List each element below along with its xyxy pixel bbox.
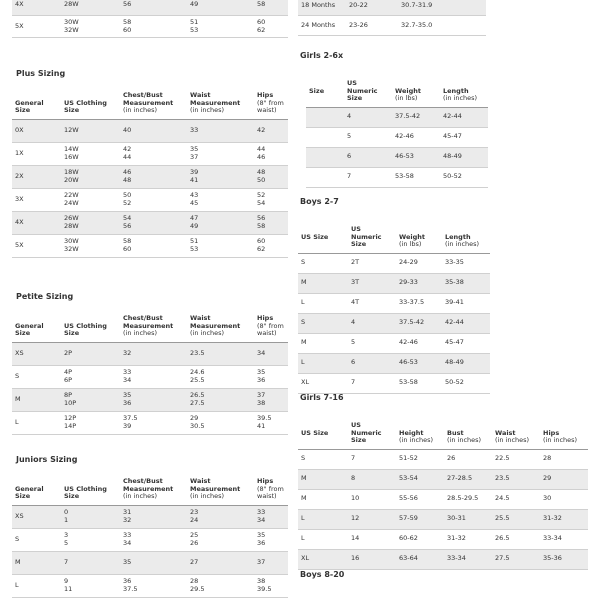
cell-us: 2P xyxy=(61,342,120,365)
cell-waist: 28 29.5 xyxy=(187,574,254,597)
table-row xyxy=(12,388,288,411)
table-row xyxy=(12,234,288,257)
table-header-row xyxy=(306,78,488,107)
col-weight: Weight (in lbs) xyxy=(392,78,440,107)
girls-2-6x-title: Girls 2-6x xyxy=(300,51,344,60)
cell-us: 4P 6P xyxy=(61,365,120,388)
cell-num: 6 xyxy=(348,353,396,373)
cell-waist: 35 37 xyxy=(187,142,254,165)
petite-sizing-title: Petite Sizing xyxy=(16,292,74,301)
cell-chest: 58 60 xyxy=(120,234,187,257)
cell-length: 45-47 xyxy=(440,127,488,147)
cell-size: S xyxy=(298,449,348,469)
col-weight: Weight (in lbs) xyxy=(396,224,442,253)
col-chest: Chest/Bust Measurement (in inches) xyxy=(120,90,187,119)
table-row xyxy=(298,489,588,509)
cell-length: 42-44 xyxy=(440,107,488,127)
cell-num: 4 xyxy=(344,107,392,127)
cell-height: 60-62 xyxy=(396,529,444,549)
cell-hips: 48 50 xyxy=(254,165,288,188)
cell-height: 57-59 xyxy=(396,509,444,529)
cell-hips: 30 xyxy=(540,489,588,509)
cell-size: 3X xyxy=(12,188,61,211)
cell-bust: 31-32 xyxy=(444,529,492,549)
juniors-sizing-table xyxy=(12,476,288,598)
cell-hips: 58 xyxy=(254,0,288,16)
cell-c: 30.7-31.9 xyxy=(398,0,486,16)
cell-hips: 37 38 xyxy=(254,388,288,411)
col-us-size: US Size xyxy=(298,224,348,253)
cell-height: 51-52 xyxy=(396,449,444,469)
cell-hips: 60 62 xyxy=(254,234,288,257)
cell-us: 12W xyxy=(61,119,120,142)
cell-chest: 37.5 39 xyxy=(120,411,187,434)
petite-sizing-table xyxy=(12,313,288,435)
table-row xyxy=(12,551,288,574)
cell-hips: 42 xyxy=(254,119,288,142)
cell-size: L xyxy=(12,574,61,597)
cell-waist: 24.5 xyxy=(492,489,540,509)
cell-hips: 35 36 xyxy=(254,528,288,551)
cell-size xyxy=(306,107,344,127)
cell-num: 4 xyxy=(348,313,396,333)
cell-size: XL xyxy=(298,549,348,569)
plus-sizing-title: Plus Sizing xyxy=(16,69,66,78)
table-row xyxy=(298,253,490,273)
col-general-size: General Size xyxy=(12,476,61,505)
table-row xyxy=(12,119,288,142)
table-row xyxy=(12,342,288,365)
girls-7-16-title: Girls 7-16 xyxy=(300,393,344,402)
cell-size: XS xyxy=(12,342,61,365)
cell-size: M xyxy=(12,551,61,574)
cell-height: 53-54 xyxy=(396,469,444,489)
col-size: Size xyxy=(306,78,344,107)
cell-waist: 23.5 xyxy=(187,342,254,365)
cell-a: 24 Months xyxy=(298,16,346,36)
cell-hips: 33 34 xyxy=(254,505,288,528)
cell-size: M xyxy=(298,489,348,509)
cell-c: 32.7-35.0 xyxy=(398,16,486,36)
cell-num: 16 xyxy=(348,549,396,569)
col-height: Height (in inches) xyxy=(396,420,444,449)
cell-chest: 35 36 xyxy=(120,388,187,411)
col-us-numeric: US Numeric Size xyxy=(344,78,392,107)
cell-chest: 46 48 xyxy=(120,165,187,188)
cell-waist: 27.5 xyxy=(492,549,540,569)
cell-hips: 39.5 41 xyxy=(254,411,288,434)
cell-size xyxy=(306,147,344,167)
cell-size: 0X xyxy=(12,119,61,142)
left-top-partial-table xyxy=(12,0,288,38)
cell-size: 5X xyxy=(12,16,61,38)
col-length: Length (in inches) xyxy=(440,78,488,107)
cell-num: 14 xyxy=(348,529,396,549)
table-row xyxy=(306,107,488,127)
cell-b: 20-22 xyxy=(346,0,398,16)
cell-size: L xyxy=(298,293,348,313)
cell-size: S xyxy=(12,365,61,388)
cell-us: 18W 20W xyxy=(61,165,120,188)
cell-hips: 37 xyxy=(254,551,288,574)
table-row xyxy=(298,549,588,569)
cell-size: 4X xyxy=(12,0,61,16)
cell-chest: 54 56 xyxy=(120,211,187,234)
cell-waist: 27 xyxy=(187,551,254,574)
table-header-row xyxy=(12,476,288,505)
col-us-size: US Clothing Size xyxy=(61,90,120,119)
cell-size xyxy=(306,167,344,187)
cell-size: L xyxy=(12,411,61,434)
table-row xyxy=(298,449,588,469)
col-us-size: US Size xyxy=(298,420,348,449)
cell-hips: 33-34 xyxy=(540,529,588,549)
cell-chest: 35 xyxy=(120,551,187,574)
cell-us: 9 11 xyxy=(61,574,120,597)
cell-us: 3 5 xyxy=(61,528,120,551)
cell-us: 22W 24W xyxy=(61,188,120,211)
cell-waist: 51 53 xyxy=(187,234,254,257)
cell-waist: 47 49 xyxy=(187,211,254,234)
table-row xyxy=(12,505,288,528)
col-hips: Hips (in inches) xyxy=(540,420,588,449)
table-row xyxy=(298,353,490,373)
table-header-row xyxy=(12,313,288,342)
cell-size xyxy=(306,127,344,147)
col-waist: Waist (in inches) xyxy=(492,420,540,449)
col-us-numeric: US Numeric Size xyxy=(348,224,396,253)
cell-weight: 29-33 xyxy=(396,273,442,293)
boys-8-20-title: Boys 8-20 xyxy=(300,570,345,579)
cell-weight: 37.5-42 xyxy=(396,313,442,333)
cell-waist: 25 26 xyxy=(187,528,254,551)
cell-chest: 33 34 xyxy=(120,528,187,551)
table-row xyxy=(298,16,486,36)
table-row xyxy=(12,16,288,38)
cell-bust: 26 xyxy=(444,449,492,469)
cell-chest: 40 xyxy=(120,119,187,142)
cell-chest: 31 32 xyxy=(120,505,187,528)
col-us-numeric: US Numeric Size xyxy=(348,420,396,449)
cell-num: 10 xyxy=(348,489,396,509)
col-general-size: General Size xyxy=(12,313,61,342)
col-hips: Hips (8" from waist) xyxy=(254,90,288,119)
cell-chest: 50 52 xyxy=(120,188,187,211)
cell-hips: 34 xyxy=(254,342,288,365)
table-row xyxy=(298,509,588,529)
col-waist: Waist Measurement (in inches) xyxy=(187,90,254,119)
cell-num: 5 xyxy=(348,333,396,353)
table-row xyxy=(12,365,288,388)
cell-us: 30W 32W xyxy=(61,234,120,257)
col-hips: Hips (8" from waist) xyxy=(254,476,288,505)
cell-hips: 56 58 xyxy=(254,211,288,234)
table-row xyxy=(12,411,288,434)
table-row xyxy=(298,273,490,293)
cell-num: 6 xyxy=(344,147,392,167)
cell-us: 28W xyxy=(61,0,120,16)
cell-size: L xyxy=(298,529,348,549)
table-row xyxy=(12,211,288,234)
table-row xyxy=(298,313,490,333)
cell-weight: 42-46 xyxy=(392,127,440,147)
cell-length: 48-49 xyxy=(442,353,490,373)
table-row xyxy=(12,165,288,188)
cell-hips: 35 36 xyxy=(254,365,288,388)
cell-weight: 37.5-42 xyxy=(392,107,440,127)
cell-size: S xyxy=(298,313,348,333)
girls-2-6x-table xyxy=(306,78,488,188)
juniors-sizing-title: Juniors Sizing xyxy=(16,455,78,464)
cell-num: 3T xyxy=(348,273,396,293)
cell-chest: 42 44 xyxy=(120,142,187,165)
cell-size: XL xyxy=(298,373,348,393)
cell-height: 55-56 xyxy=(396,489,444,509)
cell-chest: 32 xyxy=(120,342,187,365)
cell-waist: 33 xyxy=(187,119,254,142)
cell-weight: 46-53 xyxy=(396,353,442,373)
col-waist: Waist Measurement (in inches) xyxy=(187,313,254,342)
table-row xyxy=(306,147,488,167)
cell-size: M xyxy=(298,273,348,293)
cell-length: 33-35 xyxy=(442,253,490,273)
cell-bust: 28.5-29.5 xyxy=(444,489,492,509)
cell-us: 8P 10P xyxy=(61,388,120,411)
table-row xyxy=(306,127,488,147)
cell-length: 42-44 xyxy=(442,313,490,333)
cell-b: 23-26 xyxy=(346,16,398,36)
cell-num: 7 xyxy=(348,449,396,469)
cell-weight: 33-37.5 xyxy=(396,293,442,313)
cell-size: L xyxy=(298,353,348,373)
cell-us: 14W 16W xyxy=(61,142,120,165)
girls-7-16-table xyxy=(298,420,588,570)
col-chest: Chest/Bust Measurement (in inches) xyxy=(120,476,187,505)
cell-num: 4T xyxy=(348,293,396,313)
cell-hips: 60 62 xyxy=(254,16,288,38)
cell-size: M xyxy=(298,333,348,353)
table-row xyxy=(12,188,288,211)
col-bust: Bust (in inches) xyxy=(444,420,492,449)
cell-waist: 29 30.5 xyxy=(187,411,254,434)
cell-size: S xyxy=(298,253,348,273)
cell-length: 39-41 xyxy=(442,293,490,313)
plus-sizing-table xyxy=(12,90,288,258)
cell-waist: 24.6 25.5 xyxy=(187,365,254,388)
cell-waist: 49 xyxy=(187,0,254,16)
col-us-size: US Clothing Size xyxy=(61,476,120,505)
cell-weight: 46-53 xyxy=(392,147,440,167)
cell-weight: 42-46 xyxy=(396,333,442,353)
cell-size: XS xyxy=(12,505,61,528)
cell-num: 7 xyxy=(348,373,396,393)
cell-length: 50-52 xyxy=(440,167,488,187)
table-row xyxy=(306,167,488,187)
cell-size: M xyxy=(12,388,61,411)
cell-waist: 26.5 27.5 xyxy=(187,388,254,411)
cell-us: 7 xyxy=(61,551,120,574)
boys-2-7-title: Boys 2-7 xyxy=(300,197,339,206)
cell-waist: 39 41 xyxy=(187,165,254,188)
table-row xyxy=(298,373,490,393)
cell-a: 18 Months xyxy=(298,0,346,16)
table-row xyxy=(12,528,288,551)
col-general-size: General Size xyxy=(12,90,61,119)
cell-us: 0 1 xyxy=(61,505,120,528)
cell-hips: 52 54 xyxy=(254,188,288,211)
col-hips: Hips (8" from waist) xyxy=(254,313,288,342)
table-header-row xyxy=(12,90,288,119)
cell-weight: 53-58 xyxy=(392,167,440,187)
cell-us: 26W 28W xyxy=(61,211,120,234)
cell-bust: 27-28.5 xyxy=(444,469,492,489)
cell-waist: 51 53 xyxy=(187,16,254,38)
table-row xyxy=(298,529,588,549)
cell-hips: 38 39.5 xyxy=(254,574,288,597)
cell-bust: 33-34 xyxy=(444,549,492,569)
table-row xyxy=(298,293,490,313)
cell-height: 63-64 xyxy=(396,549,444,569)
cell-hips: 29 xyxy=(540,469,588,489)
cell-waist: 25.5 xyxy=(492,509,540,529)
col-us-size: US Clothing Size xyxy=(61,313,120,342)
cell-chest: 33 34 xyxy=(120,365,187,388)
col-waist: Waist Measurement (in inches) xyxy=(187,476,254,505)
cell-length: 48-49 xyxy=(440,147,488,167)
cell-weight: 24-29 xyxy=(396,253,442,273)
cell-length: 35-38 xyxy=(442,273,490,293)
cell-chest: 56 xyxy=(120,0,187,16)
cell-hips: 31-32 xyxy=(540,509,588,529)
cell-chest: 58 60 xyxy=(120,16,187,38)
boys-2-7-table xyxy=(298,224,490,394)
table-row xyxy=(298,469,588,489)
cell-size: L xyxy=(298,509,348,529)
cell-size: 4X xyxy=(12,211,61,234)
table-row xyxy=(298,333,490,353)
cell-size: 1X xyxy=(12,142,61,165)
cell-length: 50-52 xyxy=(442,373,490,393)
table-row xyxy=(12,142,288,165)
cell-waist: 23.5 xyxy=(492,469,540,489)
cell-weight: 53-58 xyxy=(396,373,442,393)
cell-hips: 35-36 xyxy=(540,549,588,569)
cell-num: 12 xyxy=(348,509,396,529)
table-header-row xyxy=(298,420,588,449)
cell-size: 2X xyxy=(12,165,61,188)
cell-num: 5 xyxy=(344,127,392,147)
cell-hips: 28 xyxy=(540,449,588,469)
cell-waist: 26.5 xyxy=(492,529,540,549)
cell-us: 12P 14P xyxy=(61,411,120,434)
cell-waist: 43 45 xyxy=(187,188,254,211)
table-header-row xyxy=(298,224,490,253)
cell-hips: 44 46 xyxy=(254,142,288,165)
cell-waist: 23 24 xyxy=(187,505,254,528)
table-row xyxy=(298,0,486,16)
cell-us: 30W 32W xyxy=(61,16,120,38)
cell-chest: 36 37.5 xyxy=(120,574,187,597)
cell-bust: 30-31 xyxy=(444,509,492,529)
cell-waist: 22.5 xyxy=(492,449,540,469)
cell-size: S xyxy=(12,528,61,551)
cell-num: 7 xyxy=(344,167,392,187)
cell-length: 45-47 xyxy=(442,333,490,353)
right-top-partial-table xyxy=(298,0,486,36)
col-length: Length (in inches) xyxy=(442,224,490,253)
table-row xyxy=(12,0,288,16)
cell-size: M xyxy=(298,469,348,489)
cell-num: 2T xyxy=(348,253,396,273)
cell-num: 8 xyxy=(348,469,396,489)
table-row xyxy=(12,574,288,597)
col-chest: Chest/Bust Measurement (in inches) xyxy=(120,313,187,342)
cell-size: 5X xyxy=(12,234,61,257)
